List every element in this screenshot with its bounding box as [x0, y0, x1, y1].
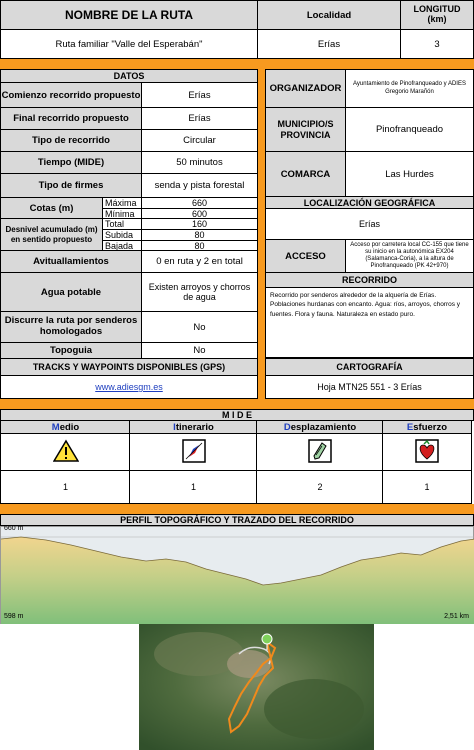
cartografia-value-text: Hoja MTN25 551 - 3 Erías — [317, 382, 422, 392]
route-name-header — [0, 0, 258, 30]
topoguia-label-text: Topoguia — [49, 345, 93, 356]
municipio-value-text: Pinofranqueado — [375, 124, 444, 135]
desnivel-label — [0, 218, 103, 251]
mide-header-label: esplazamiento — [290, 421, 357, 433]
total-value-text: 160 — [191, 219, 208, 229]
cartografia-title — [265, 358, 474, 376]
satellite-map[interactable] — [139, 624, 374, 750]
mide-header-2 — [129, 420, 258, 434]
surface-value — [141, 173, 258, 198]
vertical-separator — [258, 69, 265, 399]
comarca-value-text: Las Hurdes — [385, 168, 434, 180]
profile-top-label: 660 m — [4, 525, 24, 532]
acceso-label-text: ACCESO — [285, 250, 326, 262]
mide-header-initial: M — [51, 421, 60, 433]
start-label-text: Comienzo recorrido propuesto — [1, 89, 141, 101]
agua-value — [141, 272, 258, 312]
discurre-label-text: Discurre la ruta por senderos homologados — [4, 315, 138, 337]
type-value — [141, 129, 258, 152]
tracks-header-text: TRACKS Y WAYPOINTS DISPONIBLES (GPS) — [32, 362, 226, 372]
tracks-link[interactable]: www.adiesgm.es — [95, 382, 163, 392]
tracks-header — [0, 358, 258, 376]
elevation-profile-graphic — [1, 527, 474, 625]
desnivel-label-text: Desnivel acumulado (m) en sentido propuesto — [5, 225, 98, 244]
topoguia-value-text: No — [193, 345, 206, 356]
end-value — [141, 107, 258, 130]
discurre-value-text: No — [193, 321, 206, 333]
agua-value-text: Existen arroyos y chorros de agua — [148, 282, 251, 302]
locality-header — [257, 0, 401, 30]
surface-label — [0, 173, 142, 198]
time-value — [141, 151, 258, 174]
type-label-text: Tipo de recorrido — [32, 135, 110, 146]
end-label — [0, 107, 142, 130]
start-value — [141, 82, 258, 108]
start-marker-icon — [262, 634, 272, 644]
mide-value-4: 1 — [382, 470, 472, 504]
subida-value-text: 80 — [194, 230, 205, 240]
length-text: 3 — [434, 38, 440, 50]
time-value-text: 50 minutos — [176, 157, 223, 168]
locality-text: Erías — [317, 38, 341, 50]
datos-title-text: DATOS — [113, 71, 145, 81]
mide-header-1 — [0, 420, 131, 434]
min-label-text: Mínima — [105, 208, 135, 219]
acceso-value-text: Acceso por carretera local CC-155 que tiene su inicio en la autonómica EX204 (Salamanca-Coria), a la altura de Pinofranqueado (PK 42+970) — [350, 241, 469, 270]
discurre-label — [0, 311, 142, 343]
max-label-text: Máxima — [105, 198, 137, 208]
mide-header-initial: I — [173, 421, 176, 433]
mide-header-label: edio — [59, 421, 80, 433]
warning-triangle-icon — [53, 439, 79, 466]
total-label-text: Total — [105, 219, 125, 229]
length-header — [400, 0, 474, 30]
avit-value-text: 0 en ruta y 2 en total — [156, 256, 243, 267]
mide-value-3: 2 — [256, 470, 384, 504]
profile-end-label: 2,51 km — [444, 613, 469, 620]
mide-icon-cell-1 — [0, 433, 131, 471]
surface-label-text: Tipo de firmes — [38, 180, 104, 191]
mide-header-4 — [382, 420, 472, 434]
agua-label — [0, 272, 142, 312]
municipio-value — [345, 107, 474, 152]
elevation-profile — [0, 526, 474, 624]
bajada-value-text: 80 — [194, 240, 205, 251]
agua-label-text: Agua potable — [40, 286, 102, 298]
boot-icon — [307, 438, 333, 467]
separator-bar — [0, 59, 474, 69]
separator-bar-2 — [0, 399, 474, 409]
compass-sign-icon — [181, 438, 207, 467]
cartografia-value — [265, 375, 474, 399]
mide-header-initial: E — [406, 421, 414, 433]
mide-header-label: sfuerzo — [413, 421, 448, 433]
recorrido-value — [265, 287, 474, 358]
mide-value-2: 1 — [129, 470, 258, 504]
length-value — [400, 29, 474, 59]
mide-title-text: M I D E — [221, 410, 252, 420]
time-label-text: Tiempo (MIDE) — [37, 157, 105, 168]
perfil-title — [0, 514, 474, 526]
datos-title — [0, 69, 258, 83]
mide-icon-cell-4 — [382, 433, 472, 471]
separator-bar-3 — [0, 504, 474, 514]
route-name-text: Ruta familiar "Valle del Esperabán" — [55, 38, 203, 50]
comarca-label — [265, 151, 346, 197]
length-header-line2: (km) — [427, 14, 447, 24]
avit-label-text: Avituallamientos — [33, 256, 109, 267]
type-value-text: Circular — [183, 135, 216, 146]
discurre-value — [141, 311, 258, 343]
profile-terrain-area — [1, 537, 474, 625]
cartografia-title-text: CARTOGRAFÍA — [336, 362, 403, 372]
subida-label-text: Subida — [105, 230, 134, 240]
avit-label — [0, 250, 142, 273]
profile-bottom-label: 598 m — [4, 613, 24, 620]
comarca-label-text: COMARCA — [280, 168, 331, 180]
mide-header-3 — [256, 420, 384, 434]
localizacion-value-text: Erías — [358, 219, 380, 229]
recorrido-title — [265, 272, 474, 288]
acceso-label — [265, 239, 346, 273]
mide-icon-cell-3 — [256, 433, 384, 471]
time-label — [0, 151, 142, 174]
recorrido-value-text: Recorrido por senderos alrededor de la alquería de Erías. Poblaciones hurdanas con encanto. Agua: ríos, arroyos, chorros y fuentes. Flora y fauna. Naturaleza en estado puro. — [270, 292, 461, 318]
organizador-value — [345, 69, 474, 108]
recorrido-title-text: RECORRIDO — [341, 275, 397, 285]
surface-value-text: senda y pista forestal — [154, 180, 245, 191]
localizacion-title-text: LOCALIZACIÓN GEOGRÁFICA — [303, 197, 436, 208]
min-value-text: 600 — [191, 208, 208, 219]
cotas-label-text: Cotas (m) — [29, 202, 74, 214]
route-name-header-text: NOMBRE DE LA RUTA — [65, 8, 193, 22]
mide-header-initial: D — [283, 421, 291, 433]
avit-value — [141, 250, 258, 273]
map-forest-patch — [264, 679, 364, 739]
localizacion-value — [265, 208, 474, 240]
topoguia-value — [141, 342, 258, 359]
perfil-title-text: PERFIL TOPOGRÁFICO Y TRAZADO DEL RECORRIDO — [120, 515, 354, 525]
comarca-value — [345, 151, 474, 197]
length-header-line1: LONGITUD — [413, 4, 461, 15]
start-value-text: Erías — [188, 89, 211, 101]
organizador-value-text: Ayuntamiento de Pinofranqueado y ADIES Gregorio Marañón — [353, 81, 466, 95]
heart-icon — [414, 438, 440, 467]
mide-header-label: tinerario — [175, 421, 214, 433]
municipio-label — [265, 107, 346, 152]
tracks-link-cell — [0, 375, 258, 399]
acceso-value — [345, 239, 474, 273]
locality-value — [257, 29, 401, 59]
municipio-label-text: MUNICIPIO/S PROVINCIA — [277, 118, 334, 140]
max-value-text: 660 — [191, 198, 208, 208]
bajada-label-text: Bajada — [105, 240, 134, 251]
organizador-label — [265, 69, 346, 108]
end-value-text: Erías — [188, 113, 211, 124]
map-area — [0, 624, 474, 750]
cotas-label — [0, 197, 103, 219]
mide-icon-cell-2 — [129, 433, 258, 471]
end-label-text: Final recorrido propuesto — [13, 113, 129, 124]
locality-header-text: Localidad — [306, 9, 352, 21]
start-label — [0, 82, 142, 108]
route-name-value — [0, 29, 258, 59]
mide-value-1: 1 — [0, 470, 131, 504]
organizador-label-text: ORGANIZADOR — [269, 83, 342, 94]
type-label — [0, 129, 142, 152]
topoguia-label — [0, 342, 142, 359]
